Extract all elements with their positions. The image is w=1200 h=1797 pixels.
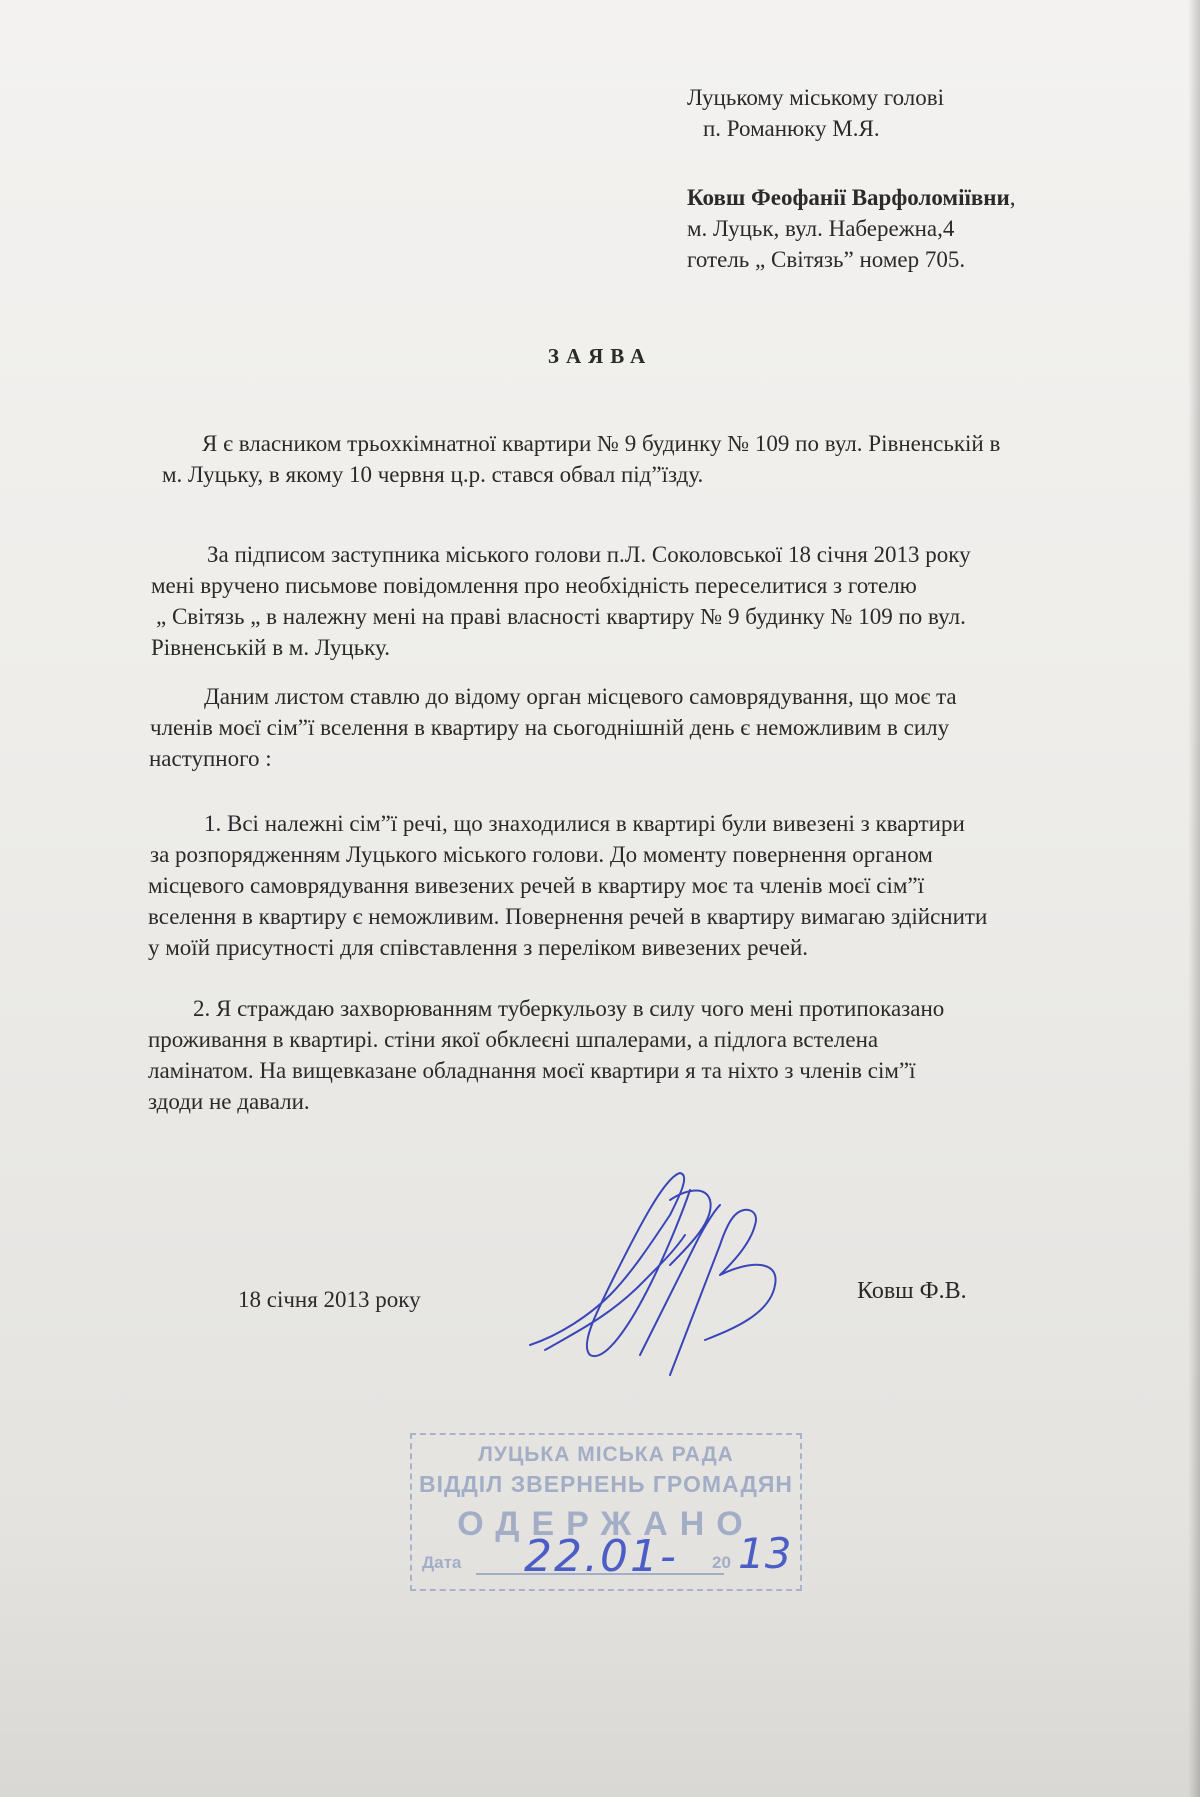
paragraph-4-item-1 — [148, 808, 1188, 963]
paragraph-2 — [148, 539, 1188, 663]
handwritten-signature — [520, 1165, 850, 1395]
sender-name-comma: , — [1009, 185, 1016, 210]
paragraph-line: м. Луцьку, в якому 10 червня ц.р. стався обвал під”їзду. — [162, 462, 704, 487]
paragraph-line: ламінатом. На вищевказане обладнання моєї квартири я та ніхто з членів сім”ї — [148, 1058, 916, 1083]
paragraph-line: у моїй присутності для співставлення з переліком вивезених речей. — [148, 935, 809, 960]
sender-address-1: м. Луцьк, вул. Набережна,4 — [687, 216, 955, 241]
spacer — [687, 144, 1016, 182]
paragraph-line: здоди не давали. — [148, 1089, 310, 1114]
document-title: ЗАЯВА — [547, 344, 653, 368]
paragraph-line: мені вручено письмове повідомлення про необхідність переселитися з готелю — [151, 573, 917, 598]
stamp-line-1: ЛУЦЬКА МІСЬКА РАДА — [478, 1443, 734, 1466]
addressee-block — [687, 82, 1016, 275]
signer-name: Ковш Ф.В. — [857, 1278, 967, 1304]
stamp-handwritten-date: 22.01- — [524, 1531, 678, 1582]
paragraph-line: членів моєї сім”ї вселення в квартиру на сьогоднішній день є неможливим в силу — [150, 715, 950, 740]
received-stamp — [410, 1433, 802, 1591]
stamp-line-3: ОДЕРЖАНО — [457, 1505, 755, 1543]
paragraph-line: Рівненській в м. Луцьку. — [151, 635, 390, 660]
paragraph-line: за розпорядженням Луцького міського голови. До моменту повернення органом — [150, 842, 933, 867]
paragraph-line: проживання в квартирі. стіни якої обклеєні шпалерами, а підлога встелена — [148, 1027, 879, 1052]
paragraph-5-item-2 — [148, 993, 1188, 1117]
addressee-line-1: Луцькому міському голові — [687, 85, 944, 110]
stamp-year-prefix: 20 — [712, 1553, 731, 1572]
sender-address-2: готель „ Світязь” номер 705. — [687, 247, 966, 272]
paragraph-line: Я є власником трьохкімнатної квартири № 9 будинку № 109 по вул. Рівненській в — [202, 431, 1001, 456]
paragraph-line: За підписом заступника міського голови п.Л. Соколовської 18 січня 2013 року — [207, 542, 971, 567]
paragraph-line: „ Світязь „ в належну мені на праві власності квартиру № 9 будинку № 109 по вул. — [156, 604, 966, 629]
paragraph-line: 1. Всі належні сім”ї речі, що знаходилися в квартирі були вивезені з квартири — [204, 811, 965, 836]
paragraph-line: місцевого самоврядування вивезених речей в квартиру моє та членів моєї сім”ї — [148, 873, 925, 898]
paragraph-1 — [148, 428, 1188, 490]
addressee-line-2: п. Романюку М.Я. — [703, 116, 880, 141]
document-date: 18 січня 2013 року — [238, 1287, 421, 1312]
paragraph-line: 2. Я страждаю захворюванням туберкульозу в силу чого мені протипоказано — [193, 996, 945, 1021]
sender-name: Ковш Феофанії Варфоломіївни — [687, 185, 1010, 210]
paragraph-3 — [148, 681, 1188, 774]
paragraph-line: Даним листом ставлю до відому орган місцевого самоврядування, що моє та — [204, 684, 957, 709]
stamp-date-label: Дата — [422, 1553, 462, 1572]
sender-name-line — [687, 182, 1016, 213]
paragraph-line: наступного : — [149, 746, 272, 771]
stamp-handwritten-year: 13 — [738, 1529, 792, 1578]
paragraph-line: вселення в квартиру є неможливим. Повернення речей в квартиру вимагаю здійснити — [148, 904, 988, 929]
stamp-line-2: ВІДДІЛ ЗВЕРНЕНЬ ГРОМАДЯН — [419, 1471, 793, 1497]
